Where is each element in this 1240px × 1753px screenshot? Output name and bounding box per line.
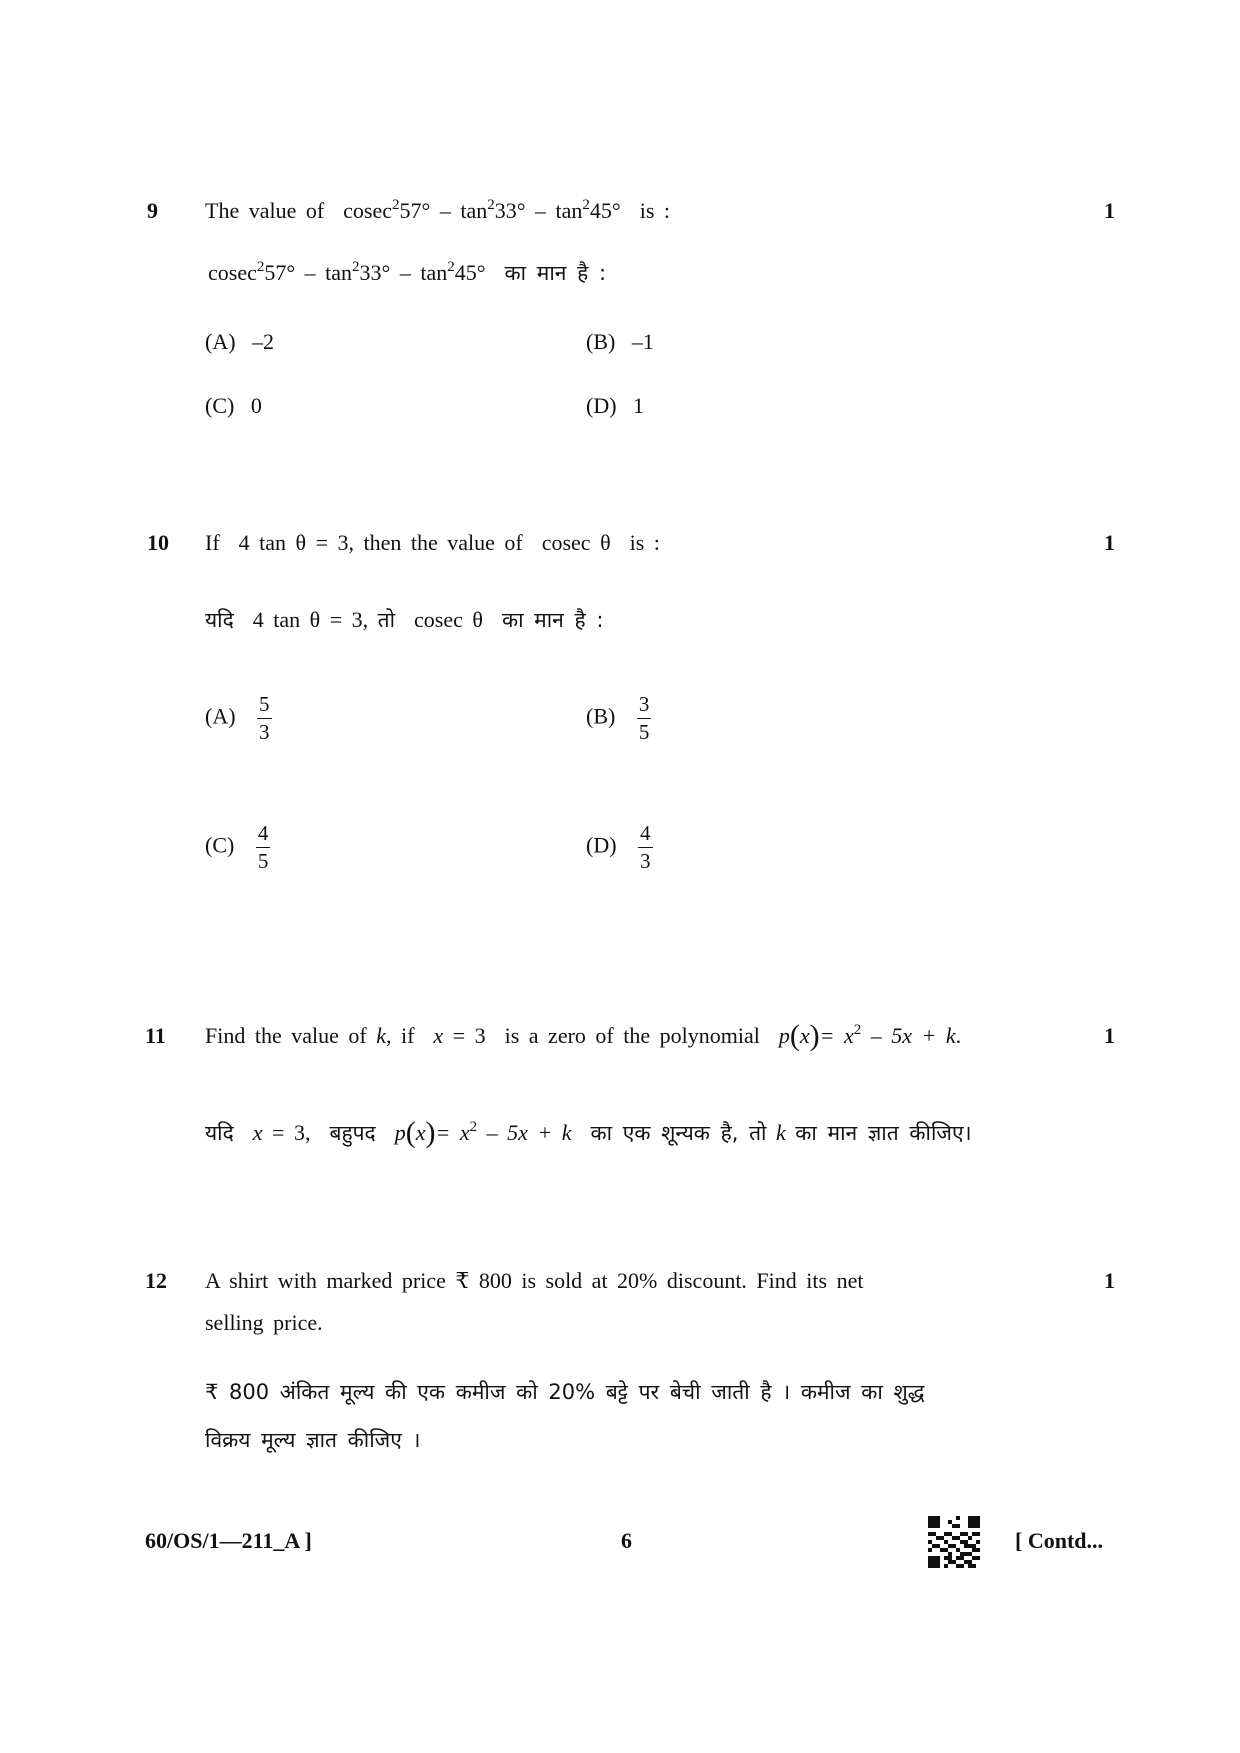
- q9-en-suffix: is :: [639, 198, 671, 223]
- q12-hindi-line2: विक्रय मूल्य ज्ञात कीजिए ।: [205, 1428, 421, 1452]
- q9-expression: $cosec^257^\circ - \tan^233^\circ - \tan^245^\circ$: [343, 197, 621, 223]
- q10-option-b: (B) $\frac{3}{5}$: [586, 692, 650, 744]
- continued-label: [ Contd...: [1015, 1528, 1104, 1553]
- page-number: 6: [621, 1528, 632, 1553]
- q12-hindi-line1: ₹ 800 अंकित मूल्य की एक कमीज को 20% बट्टे पर बेची जाती है । कमीज का शुद्ध: [205, 1380, 925, 1404]
- q9-number: 9: [147, 198, 158, 223]
- q12-marks: 1: [1104, 1268, 1115, 1293]
- q10-option-a-fraction: $\frac{5}{3}$: [259, 692, 270, 744]
- q9-option-b: (B) –1: [586, 329, 654, 354]
- q12-english-line2: selling price.: [205, 1310, 323, 1335]
- q9-marks: 1: [1104, 198, 1115, 223]
- q12-english-line1: A shirt with marked price ₹ 800 is sold at 20% discount. Find its net: [205, 1268, 864, 1293]
- q9-option-d: (D) 1: [586, 393, 645, 418]
- q10-hindi-text: यदि 4 tan θ = 3, तो cosec θ का मान है :: [205, 607, 604, 632]
- q11-english-text: Find the value of k, if x = 3 is a zero of the polynomial $p(x)= x^2 - 5x + k$.: [205, 1019, 962, 1052]
- qr-code-icon: [928, 1516, 980, 1568]
- q9-option-c: (C) 0: [205, 393, 262, 418]
- q11-marks: 1: [1104, 1023, 1115, 1048]
- q11-number: 11: [145, 1023, 166, 1048]
- q9-expression-hindi: $cosec^257^\circ - \tan^233^\circ - \tan^245^\circ$: [208, 259, 486, 285]
- q10-option-d-fraction: $\frac{4}{3}$: [640, 821, 651, 873]
- q9-english-text: [205, 198, 670, 224]
- q9-option-a: (A) –2: [205, 329, 275, 354]
- q10-option-b-fraction: $\frac{3}{5}$: [638, 692, 650, 744]
- q10-english-text: If 4 tan θ = 3, then the value of cosec θ is :: [205, 530, 660, 555]
- q10-option-c-fraction: $\frac{4}{5}$: [257, 821, 269, 873]
- q10-number: 10: [147, 530, 169, 555]
- q10-option-a: (A) $\frac{5}{3}$: [205, 692, 270, 744]
- q11-polynomial: $p(x)= x^2 - 5x + k$.: [778, 1019, 962, 1052]
- q10-marks: 1: [1104, 530, 1115, 555]
- q10-option-c: (C) $\frac{4}{5}$: [205, 821, 269, 873]
- q9-en-prefix: The value of: [205, 198, 325, 223]
- paper-code: 60/OS/1—211_A ]: [145, 1528, 312, 1553]
- q10-option-d: (D) $\frac{4}{3}$: [586, 821, 651, 873]
- q9-hi-suffix: का मान है :: [504, 261, 607, 285]
- q10-equation: 4 tan θ = 3,: [238, 530, 354, 555]
- q12-number: 12: [145, 1268, 167, 1293]
- q11-hindi-text: यदि x = 3, बहुपद $p(x)= x^2 - 5x + k$ का एक शून्यक है, तो k का मान ज्ञात कीजिए।: [205, 1116, 972, 1149]
- q9-hindi-text: [208, 259, 606, 287]
- q10-cosec: cosec θ: [541, 530, 611, 555]
